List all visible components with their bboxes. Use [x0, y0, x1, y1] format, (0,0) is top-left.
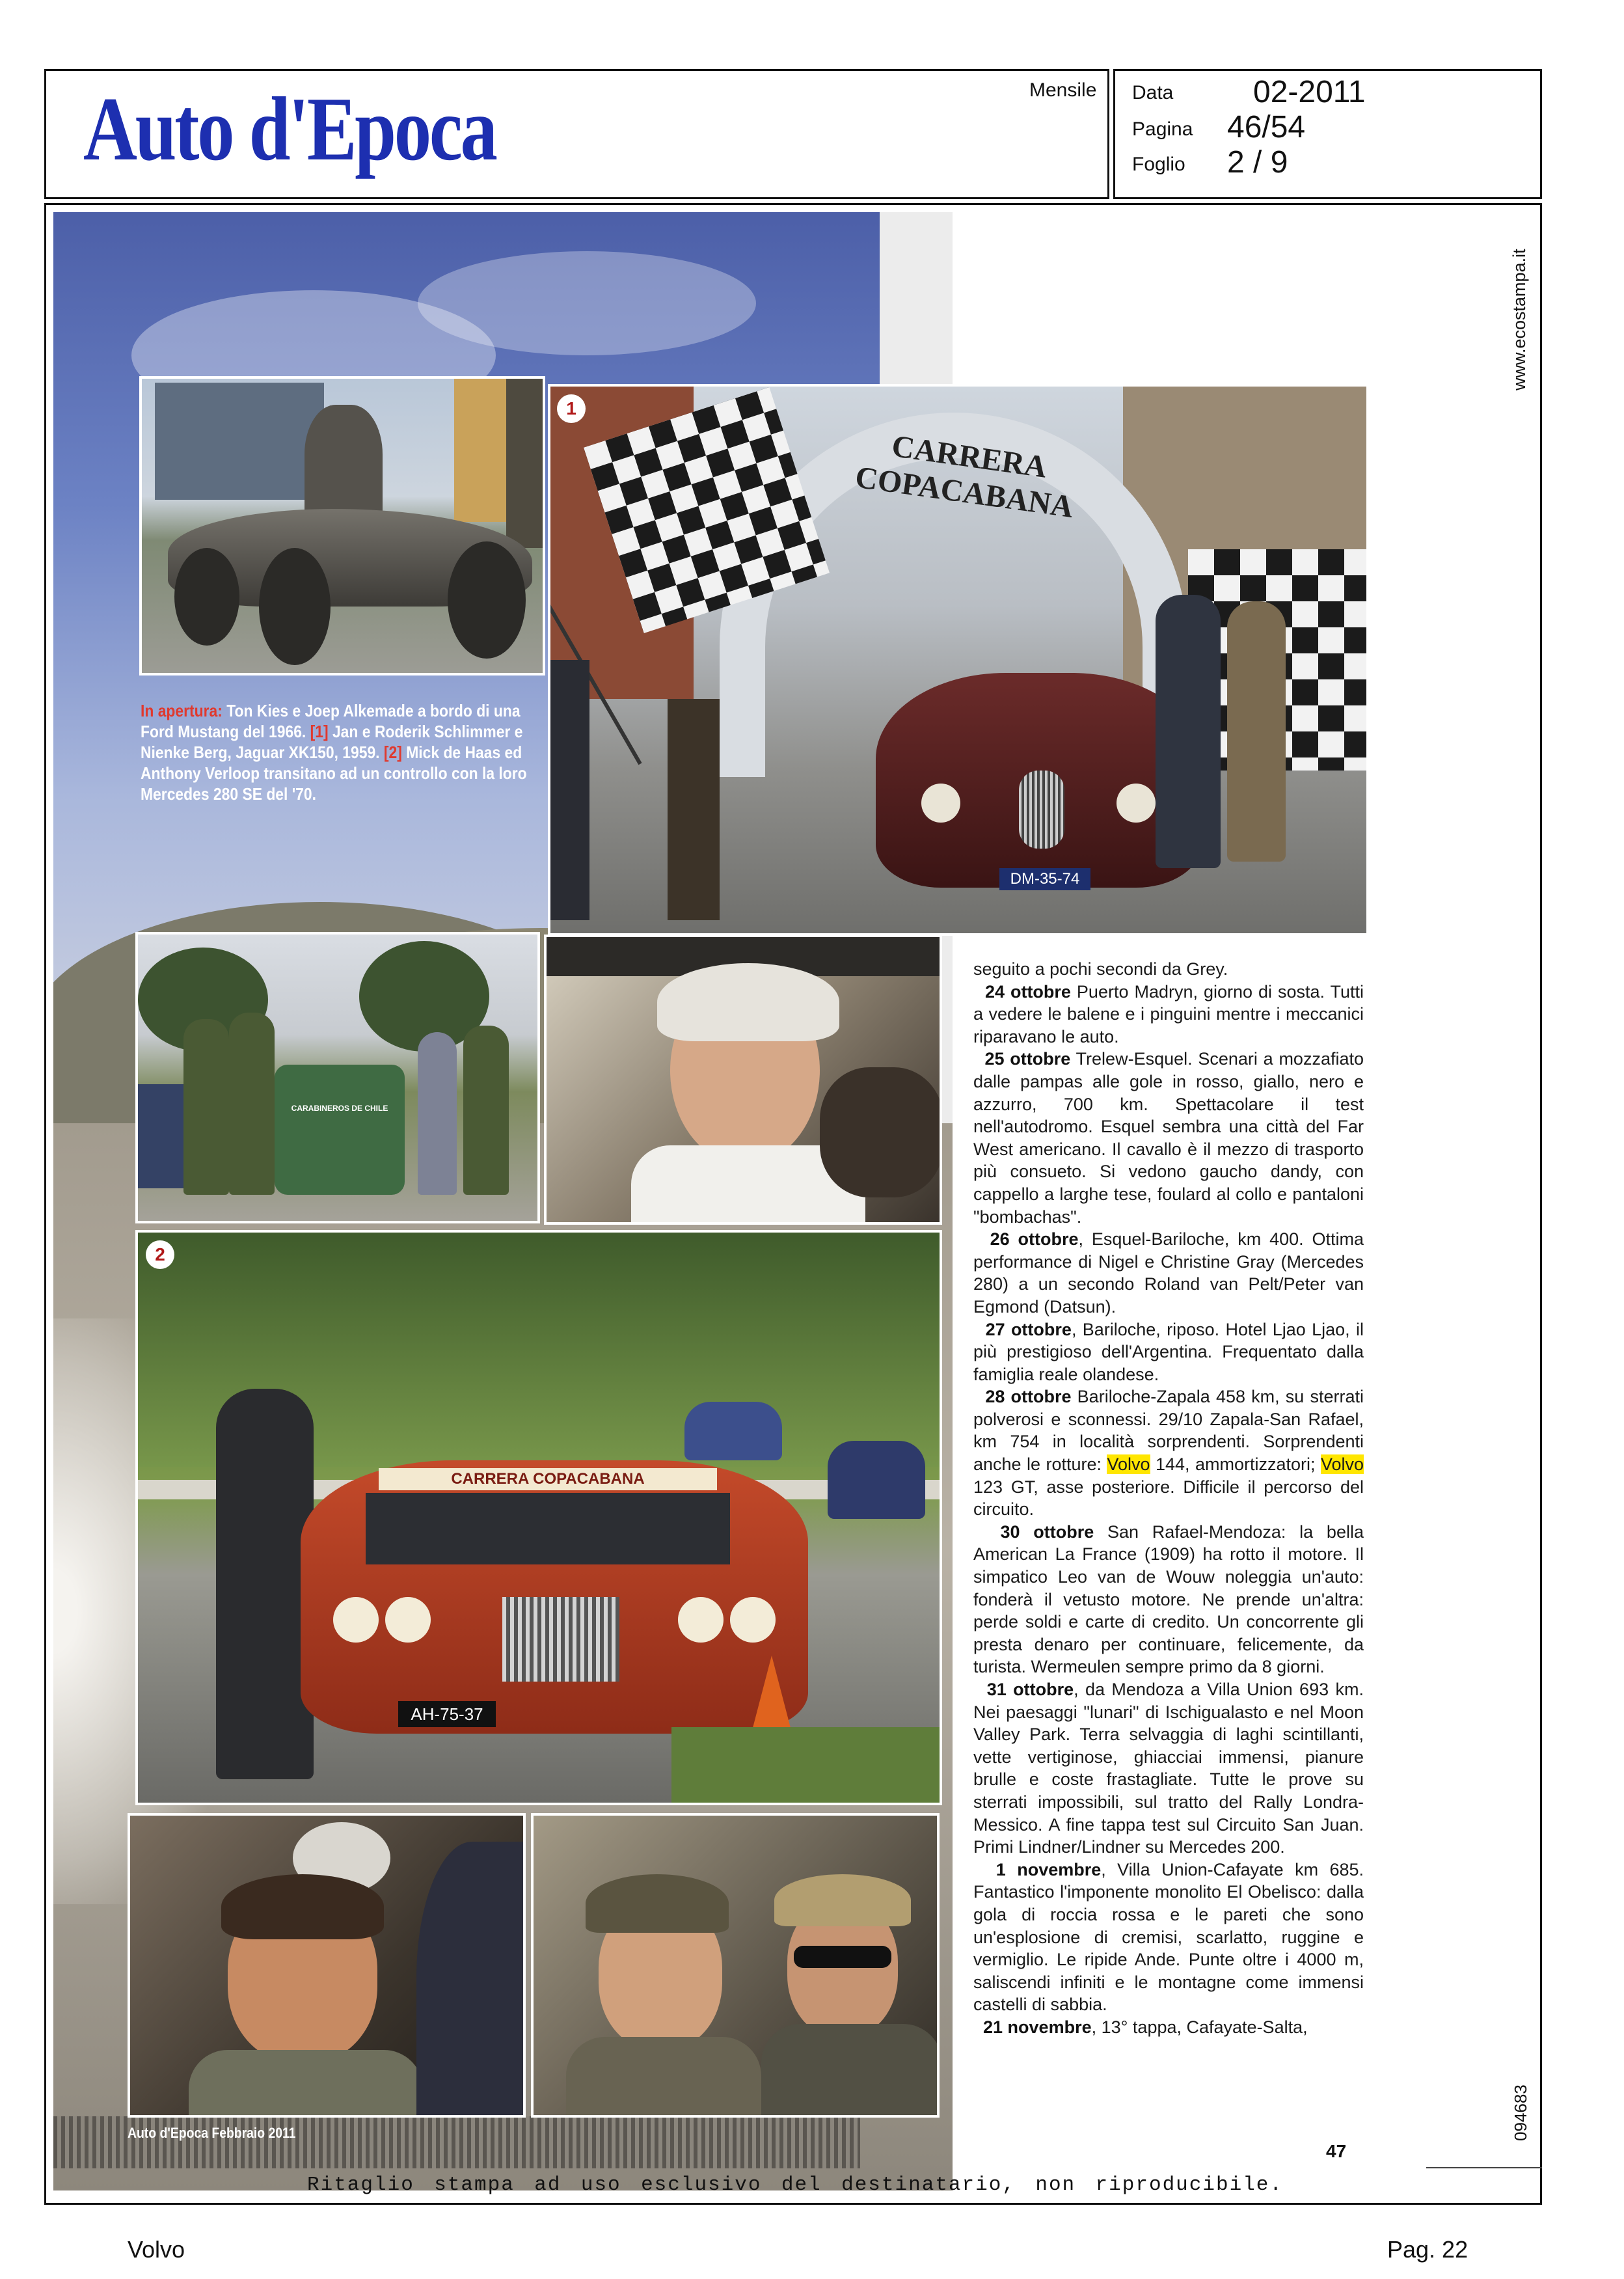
copyright-notice: Ritaglio stampa ad uso esclusivo del destinatario, non riproducibile.	[307, 2174, 1283, 2196]
entry-30-ottobre: 30 ottobre San Rafael-Mendoza: la bella American La France (1909) ha rotto il motore. Il simpatico Leo van de Wouw noleggia un'auto: fonderà il vetusto motore. Ne prende un'altra: perde soldi e carte di credito. Un concorrente gli presta denaro per continuare, felicemente, da turista. Wermeulen sempre primo da 8 giorni.	[973, 1522, 1364, 1677]
entry-25-ottobre: 25 ottobre Trelew-Esquel. Scenari a mozzafiato dalle pampas alle gole in rosso, giallo, nero e azzurro, 700 km. Spettacolare il test nell'autodromo. Esquel sembra una città del Far West americano. Il cavallo è il mezzo di trasporto più consueto. Si vedono gaucho dandy, con cappello a larghe tese, foulard al collo e pantaloni "bombachas".	[973, 1049, 1364, 1227]
footer-keyword: Volvo	[128, 2236, 185, 2263]
highlight-volvo: Volvo	[1320, 1454, 1364, 1475]
race-car-distant	[684, 1402, 782, 1460]
headlight	[730, 1597, 776, 1643]
magazine-footer-tag: Auto d'Epoca Febbraio 2011	[128, 2125, 296, 2141]
sunglasses	[794, 1946, 891, 1968]
officer	[183, 1019, 229, 1195]
headlight	[333, 1597, 379, 1643]
license-plate: DM-35-74	[999, 868, 1090, 890]
license-plate: AH-75-37	[398, 1701, 496, 1727]
person	[550, 660, 589, 920]
arch-banner-text: CARRERA COPACABANA	[853, 428, 1076, 525]
tree	[506, 379, 545, 548]
data-value: 02-2011	[1253, 75, 1366, 109]
wheel	[174, 548, 239, 646]
entry-28-ottobre: 28 ottobre Bariloche-Zapala 458 km, su sterrati polverosi e sconnessi. 29/10 Zapala-San Rafael, km 754 in località sorprendenti. Sorprendenti anche le rotture: Volvo 144, ammortizzatori; Volvo 123 GT, asse posteriore. Difficile il percorso del circuito.	[973, 1387, 1364, 1520]
frequency-label: Mensile	[1029, 79, 1097, 101]
driver-hand	[820, 1067, 942, 1197]
race-car-distant	[828, 1441, 925, 1519]
magazine-page-number: 47	[1326, 2141, 1347, 2161]
headlight	[678, 1597, 724, 1643]
driver-cap	[586, 1874, 729, 1933]
photo-badge-1: 1	[557, 394, 586, 423]
caption-lead: In apertura:	[141, 701, 223, 720]
photo-badge-2: 2	[146, 1240, 174, 1269]
publication-logo: Auto d'Epoca	[83, 79, 496, 180]
entry-31-ottobre: 31 ottobre, da Mendoza a Villa Union 693 km. Nei paesaggi "lunari" di Ischigualasto e nel Moon Valley Park. Terra selvaggia di laghi scintillanti, vette vertiginose, ghiacciai immensi, pianure brulle e coste frastagliate. Tutte le prove su sterrati impossibili, sul tratto del Rally Londra-Messico. A fine tappa test sul Circuito San Juan. Primi Lindner/Lindner su Mercedes 200.	[973, 1680, 1364, 1857]
photo-mercedes-280	[135, 1230, 942, 1805]
data-label: Data	[1132, 82, 1174, 103]
police-car-sign: CARABINEROS DE CHILE	[291, 1104, 388, 1113]
officer	[229, 1013, 275, 1195]
pagina-label: Pagina	[1132, 118, 1193, 140]
photo-laughing-driver	[128, 1813, 526, 2118]
footer-page: Pag. 22	[1387, 2236, 1468, 2263]
caption-text-1: Jan e Roderik Schlimmer e Nienke Berg, Jaguar XK150, 1959.	[141, 722, 523, 762]
driver-shirt	[566, 2037, 761, 2118]
highlight-volvo: Volvo	[1107, 1454, 1150, 1475]
headlight	[385, 1597, 431, 1643]
article-intro: seguito a pochi secondi da Grey.	[973, 959, 1228, 979]
windshield	[366, 1493, 730, 1564]
cloud	[418, 251, 756, 355]
wheel	[259, 548, 331, 665]
person	[418, 1032, 457, 1195]
photo-jaguar-arch	[548, 384, 1369, 936]
photo-statue-car	[139, 376, 545, 676]
wheel	[448, 541, 526, 659]
separator-line	[1426, 2167, 1542, 2168]
article-column	[973, 958, 1364, 2039]
entry-26-ottobre: 26 ottobre, Esquel-Bariloche, km 400. Ottima performance di Nigel e Christine Gray (Mercedes 280) a un secondo Roland van Pelt/Peter van Egmond (Datsun).	[973, 1229, 1364, 1317]
entry-1-novembre: 1 novembre, Villa Union-Cafayate km 685. Fantastico l'imponente monolito El Obelisco: dalla gola di roccia rossa e le pareti che sono un'esplosione di cremisi, scarlatto, ruggine e vermiglio. Le ripide Ande. Punte oltre i 4000 m, saliscendi infiniti e le montagne come immensi castelli di sabbia.	[973, 1859, 1364, 2015]
caption-ref-1: [1]	[310, 722, 329, 741]
caption-text-2: Mick de Haas ed Anthony Verloop transitano ad un controllo con la loro Mercedes 280 SE del '70.	[141, 743, 527, 804]
entry-21-novembre: 21 novembre, 13° tappa, Cafayate-Salta,	[983, 2017, 1308, 2037]
grass-foreground	[671, 1727, 942, 1805]
car-banner: CARRERA COPACABANA	[379, 1468, 717, 1490]
building	[454, 379, 506, 522]
co-driver-cap	[774, 1874, 911, 1926]
jaguar-grille	[1019, 771, 1064, 849]
caption-text: Ton Kies e Joep Alkemade a bordo di una Ford Mustang del 1966.	[141, 701, 521, 741]
photo-caption	[141, 700, 530, 804]
police-car	[275, 1065, 405, 1195]
photo-two-drivers	[531, 1813, 940, 2118]
person	[668, 699, 720, 920]
co-driver-shirt	[761, 2024, 940, 2118]
building	[155, 383, 324, 500]
driver-shirt	[189, 2050, 423, 2118]
foglio-label: Foglio	[1132, 154, 1185, 175]
mercedes-grille	[502, 1597, 619, 1682]
car	[138, 1084, 183, 1188]
headlight	[1116, 784, 1156, 823]
entry-24-ottobre: 24 ottobre Puerto Madryn, giorno di sosta. Tutti a vedere le balene e i pinguini mentre i meccanici riparavano le auto.	[973, 981, 1364, 1046]
person	[1156, 595, 1221, 868]
foglio-value: 2 / 9	[1227, 145, 1288, 180]
caption-ref-2: [2]	[383, 743, 402, 762]
driver-hair	[657, 963, 839, 1041]
passenger	[416, 1842, 526, 2115]
marshal-person	[216, 1389, 314, 1779]
photo-driver-glasses	[544, 935, 942, 1225]
entry-27-ottobre: 27 ottobre, Bariloche, riposo. Hotel Ljao Ljao, il più prestigioso dell'Argentina. Frequentato dalla famiglia reale olandese.	[973, 1319, 1364, 1384]
headlight	[921, 784, 960, 823]
person	[1227, 601, 1286, 862]
website-vertical: www.ecostampa.it	[1509, 249, 1529, 390]
officer	[463, 1026, 509, 1195]
pagina-value: 46/54	[1227, 110, 1306, 144]
photo-carabineros	[135, 932, 540, 1223]
code-vertical: 094683	[1511, 2084, 1530, 2141]
driver-hair	[221, 1874, 384, 1939]
